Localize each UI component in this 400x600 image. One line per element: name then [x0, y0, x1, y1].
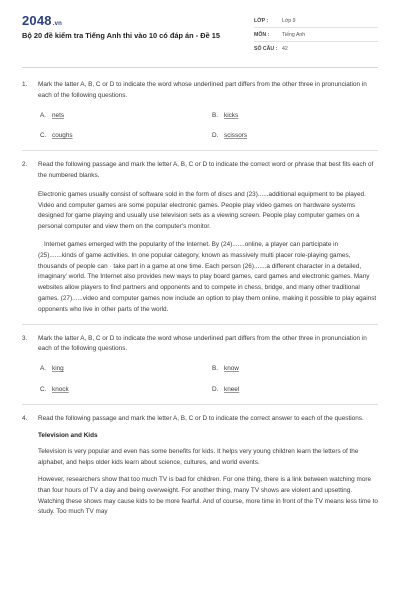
option-c[interactable] — [38, 131, 210, 142]
option-letter: B. — [212, 111, 219, 119]
option-word: scissors — [224, 132, 248, 140]
option-a[interactable] — [38, 111, 210, 122]
option-letter: A. — [40, 365, 47, 373]
question-text: Mark the latter A, B, C or D to indicate the word whose underlined part differs from the other three in pronunciation in each of the following questions. — [38, 334, 367, 353]
option-letter: A. — [40, 111, 47, 119]
header-divider — [22, 67, 378, 68]
question-text: Mark the latter A, B, C or D to indicate the word whose underlined part differs from the other three in pronunciation in each of the following questions. — [38, 81, 367, 99]
meta-key: MÔN : — [254, 31, 270, 38]
meta-table — [254, 14, 378, 56]
question-2 — [0, 160, 400, 315]
option-letter: B. — [212, 365, 219, 373]
question-1 — [0, 80, 400, 142]
document-title: Bộ 20 đề kiểm tra Tiếng Anh thi vào 10 có đáp án - Đề 15 — [22, 31, 220, 40]
passage-paragraph: Electronic games usually consist of software sold in the form of discs and (23)......additional equipment to be played. Video and computer games are some popular electronic games. People play video games on hardware systems designed for game playing and usually use television sets as a viewing screen. People play computer games on a personal computer and view them on the computer's monitor. — [38, 190, 366, 231]
passage-paragraph: Internet games emerged with the popularity of the Internet. By (24).......online, a player can participate in (25).......kinds of game activities. In one popular category, known as massively multi placer role-playing games, thousands of people can · take part in a game at one time. Each person (26).......a different character in a detailed, imaginary' world. The Internet also provides new ways to play board games, card games and electronic games. Many websites allow players to find partners and opponents and to compete in chess, bridge, and many other traditional games. (27)......video and computer games now include an option to play them online, making it possible to play against opponents who live in other parts of the world. — [38, 240, 377, 313]
option-b[interactable] — [210, 111, 360, 122]
option-c[interactable] — [38, 385, 210, 396]
meta-value: 42 — [282, 46, 288, 52]
option-word: kicks — [224, 111, 239, 119]
answer-options — [38, 364, 378, 396]
question-number: 3. — [22, 334, 28, 342]
question-number: 1. — [22, 81, 28, 88]
question-text: Read the following passage and mark the letter A, B, C or D to indicate the correct answer to each of the questions. — [38, 414, 364, 422]
meta-key: SỐ CÂU : — [254, 46, 278, 52]
option-letter: C. — [40, 385, 47, 393]
logo-main: 2048 — [22, 13, 52, 28]
question-divider — [22, 404, 378, 405]
meta-row-class — [254, 14, 378, 28]
meta-row-count — [254, 42, 378, 56]
site-logo[interactable] — [22, 13, 62, 28]
meta-row-subject — [254, 28, 378, 42]
question-number: 4. — [22, 414, 28, 422]
question-text: Read the following passage and mark the letter A, B, C or D to indicate the correct word or phrase that best fits each of the numbered blanks. — [38, 161, 374, 179]
question-divider — [22, 150, 378, 151]
passage-paragraph: However, researchers show that too much TV is bad for children. For one thing, there is a link between watching more than four hours of TV a day and being overweight. For another thing, many TV shows are violent and upsetting. Watching these shows may cause kids to be more fearful. And of course, more time in front of the TV means less time to study. Too much TV may — [38, 475, 378, 516]
meta-value: Tiếng Anh — [282, 31, 306, 38]
question-number: 2. — [22, 161, 28, 169]
option-word: kneel — [224, 385, 240, 393]
answer-options — [38, 111, 378, 143]
meta-key: LỚP : — [254, 17, 269, 24]
option-letter: C. — [40, 132, 47, 140]
option-a[interactable] — [38, 364, 210, 375]
question-3 — [0, 334, 400, 396]
passage-title: Television and Kids — [38, 431, 98, 439]
question-divider — [22, 324, 378, 325]
logo-tld: .vn — [52, 21, 63, 27]
option-word: know — [224, 365, 239, 373]
option-d[interactable] — [210, 385, 360, 396]
question-4 — [0, 414, 400, 518]
meta-value: Lớp 9 — [282, 17, 296, 24]
option-word: king — [52, 365, 64, 373]
option-d[interactable] — [210, 131, 360, 142]
option-b[interactable] — [210, 364, 360, 375]
option-letter: D. — [212, 132, 219, 140]
questions-list — [0, 80, 400, 518]
option-word: knock — [52, 385, 69, 393]
option-word: coughs — [52, 132, 73, 140]
passage-paragraph: Television is very popular and even has some benefits for kids. It helps very young children learn the letters of the alphabet, and helps older kids learn about science, cultures, and world events. — [38, 448, 359, 467]
document-header — [0, 0, 400, 66]
option-word: nets — [52, 111, 65, 119]
option-letter: D. — [212, 385, 219, 393]
